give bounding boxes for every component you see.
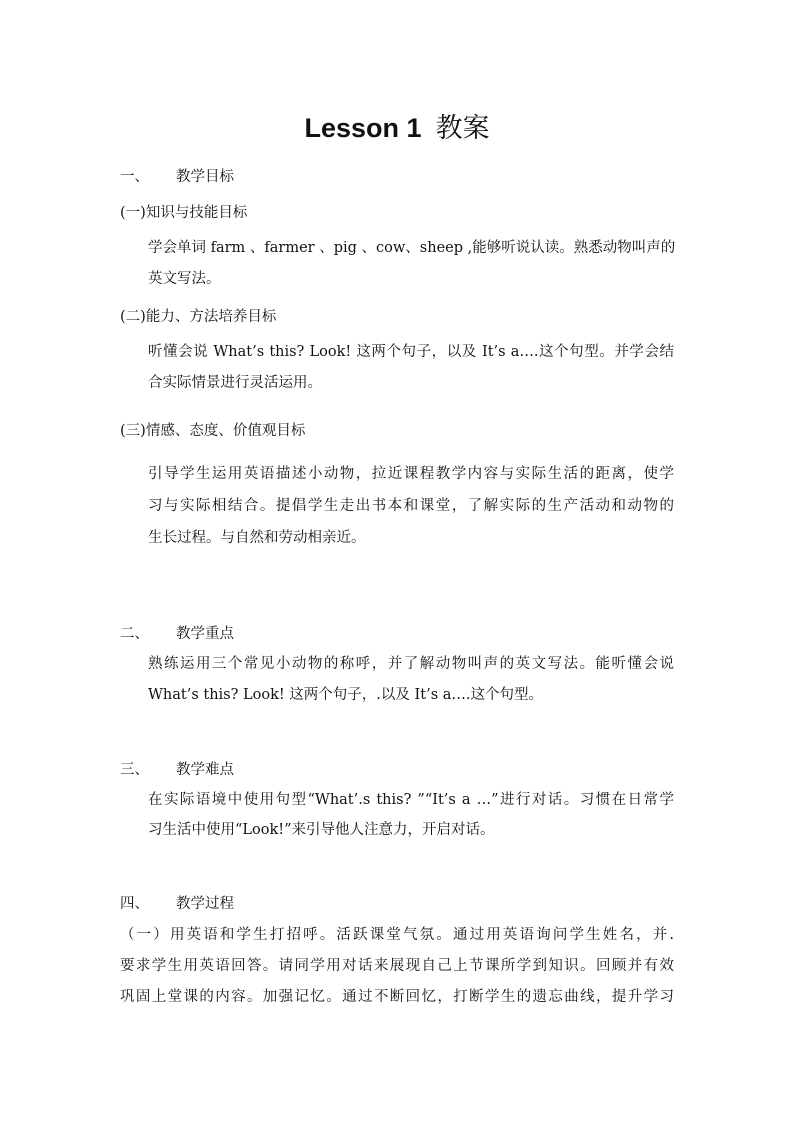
section-number: 三、	[120, 762, 149, 778]
section-number: 四、	[120, 896, 149, 912]
section-title: 教学过程	[176, 896, 234, 912]
paragraph-line: 生长过程。与自然和劳动相亲近。	[148, 530, 366, 546]
subsection-heading: (一)知识与技能目标	[120, 205, 248, 221]
title-english: Lesson 1	[304, 113, 422, 143]
section-number: 一、	[120, 169, 149, 185]
paragraph-line: 在实际语境中使用句型“What’.s this? ”“It’s a …”进行对话。习惯在日常学	[148, 792, 674, 808]
paragraph-line: 习生活中使用“Look!”来引导他人注意力，开启对话。	[148, 822, 495, 838]
paragraph-line: 英文写法。	[148, 271, 221, 287]
paragraph-line: 合实际情景进行灵活运用。	[148, 375, 322, 391]
title-chinese: 教案	[435, 113, 490, 144]
section-title: 教学目标	[176, 169, 234, 185]
paragraph-line: （一）用英语和学生打招呼。活跃课堂气氛。通过用英语询问学生姓名，并.	[120, 927, 674, 943]
subsection-heading: (三)情感、态度、价值观目标	[120, 423, 306, 439]
section-title: 教学难点	[176, 762, 234, 778]
paragraph-line: 巩固上堂课的内容。加强记忆。通过不断回忆，打断学生的遗忘曲线，提升学习	[120, 989, 674, 1005]
paragraph-line: 要求学生用英语回答。请同学用对话来展现自己上节课所学到知识。回顾并有效	[120, 958, 674, 974]
paragraph-line: 学会单词 farm 、farmer 、pig 、cow、sheep ,能够听说认读。熟悉动物叫声的	[148, 240, 676, 256]
paragraph-line: 引导学生运用英语描述小动物，拉近课程教学内容与实际生活的距离，使学	[148, 466, 674, 482]
section-number: 二、	[120, 626, 149, 642]
subsection-heading: (二)能力、方法培养目标	[120, 309, 277, 325]
paragraph-line: What’s this? Look! 这两个句子，.以及 It’s a….这个句型。	[148, 687, 543, 703]
paragraph-line: 熟练运用三个常见小动物的称呼，并了解动物叫声的英文写法。能听懂会说	[148, 656, 674, 672]
paragraph-line: 习与实际相结合。提倡学生走出书本和课堂，了解实际的生产活动和动物的	[148, 498, 674, 514]
paragraph-line: 听懂会说 What’s this? Look! 这两个句子，以及 It’s a….这个句型。并学会结	[148, 344, 674, 360]
section-title: 教学重点	[176, 626, 234, 642]
document-title	[0, 106, 794, 145]
